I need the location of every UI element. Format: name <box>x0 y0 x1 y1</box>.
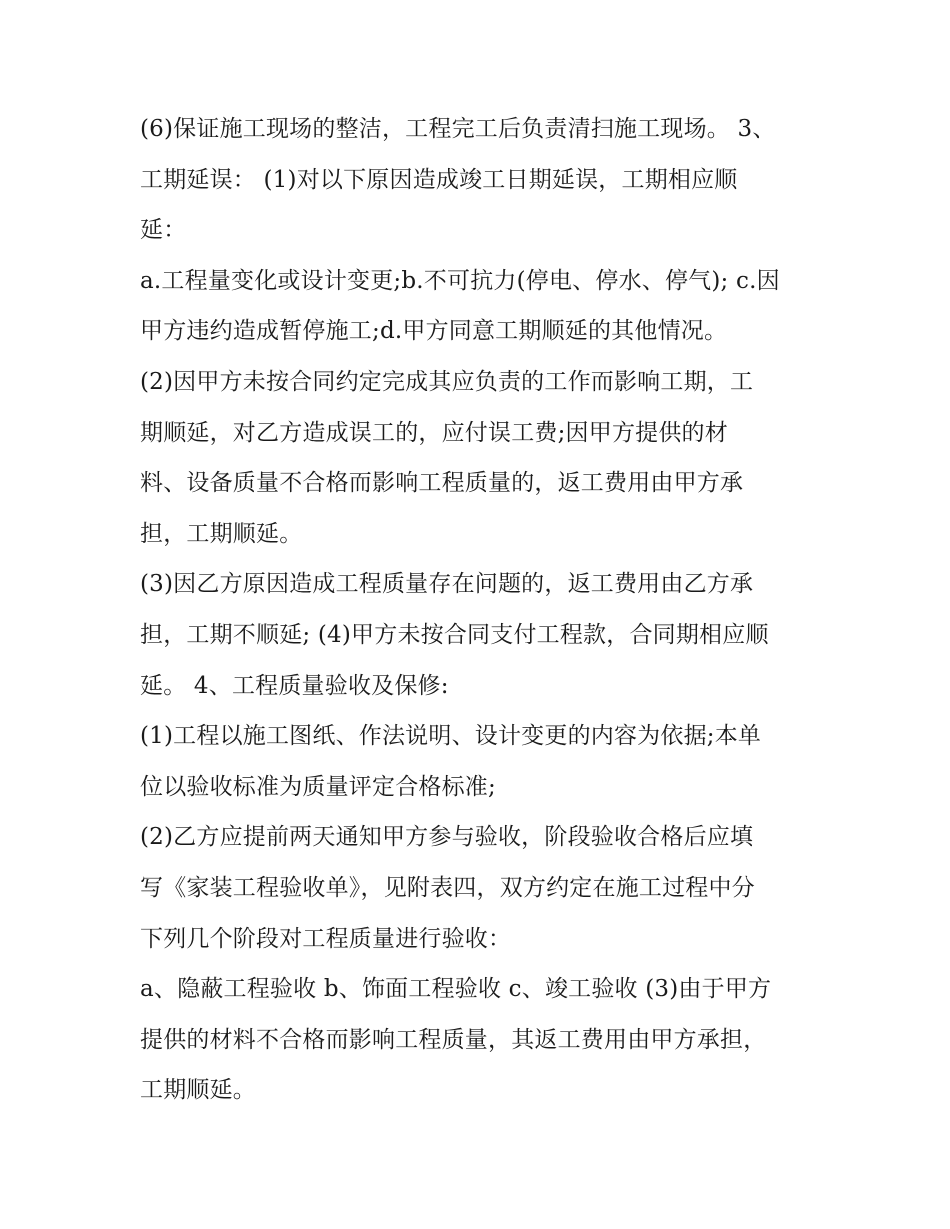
text-line: 下列几个阶段对工程质量进行验收： <box>140 925 512 952</box>
text-line: 料、设备质量不合格而影响工程质量的，返工费用由甲方承 <box>140 470 744 497</box>
text-line: 延： <box>140 217 187 244</box>
text-line: (3)因乙方原因造成工程质量存在问题的，返工费用由乙方承 <box>140 571 754 598</box>
text-line: 位以验收标准为质量评定合格标准; <box>140 773 496 800</box>
text-line: 延。 4、工程质量验收及保修: <box>140 672 449 699</box>
text-line: (1)工程以施工图纸、作法说明、设计变更的内容为依据;本单 <box>140 723 762 750</box>
text-line: 工期顺延。 <box>140 1077 256 1104</box>
text-line: (2)因甲方未按合同约定完成其应负责的工作而影响工期，工 <box>140 368 754 395</box>
text-line: 担，工期顺延。 <box>140 520 303 547</box>
text-line: a、隐蔽工程验收 b、饰面工程验收 c、竣工验收 (3)由于甲方 <box>140 976 772 1003</box>
text-line: 提供的材料不合格而影响工程质量，其返工费用由甲方承担， <box>140 1026 767 1053</box>
text-line: 工期延误： (1)对以下原因造成竣工日期延误，工期相应顺 <box>140 166 738 193</box>
text-line: 担，工期不顺延; (4)甲方未按合同支付工程款，合同期相应顺 <box>140 621 769 648</box>
text-line: (6)保证施工现场的整洁，工程完工后负责清扫施工现场。 3、 <box>140 116 776 142</box>
text-line: a.工程量变化或设计变更;b.不可抗力(停电、停水、停气); c.因 <box>140 267 780 294</box>
text-line: 写《家装工程验收单》，见附表四，双方约定在施工过程中分 <box>140 874 755 901</box>
document-body <box>140 104 820 1116</box>
text-line: (2)乙方应提前两天通知甲方参与验收，阶段验收合格后应填 <box>140 824 754 851</box>
text-line: 甲方违约造成暂停施工;d.甲方同意工期顺延的其他情况。 <box>140 318 728 345</box>
text-line: 期顺延，对乙方造成误工的，应付误工费;因甲方提供的材 <box>140 419 728 446</box>
